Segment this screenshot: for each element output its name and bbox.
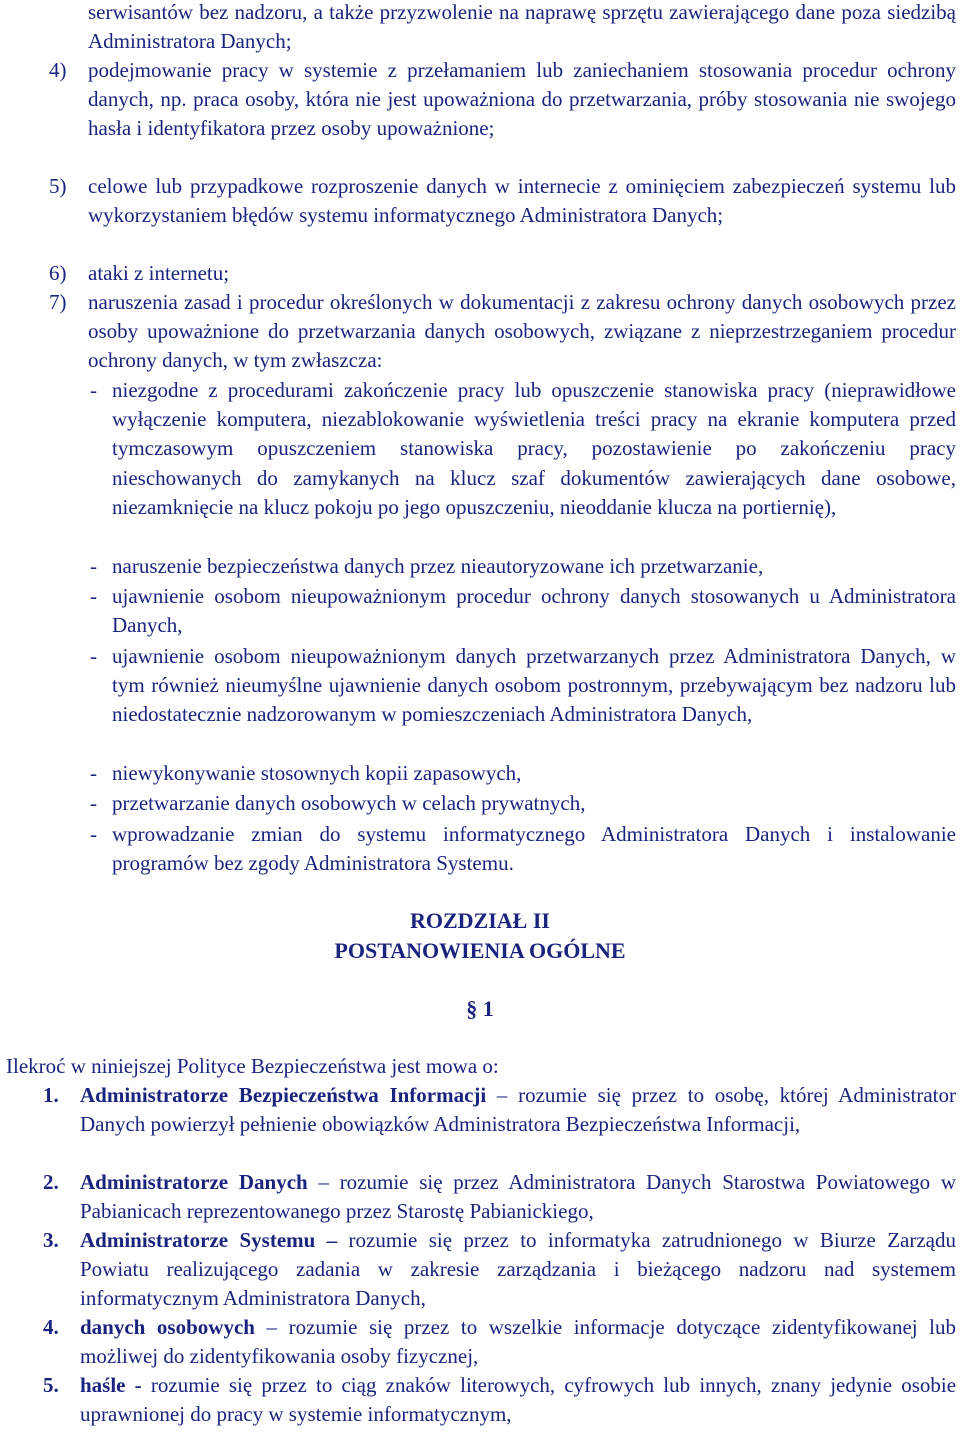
dash-bullet: -: [90, 644, 97, 668]
dash-bullet: -: [90, 554, 97, 578]
continuation-paragraph: serwisantów bez nadzoru, a także przyzwolenie na naprawę sprzętu zawierającego dane poza siedzibą Administratora Danych;: [88, 0, 956, 54]
definition-text: [80, 1168, 956, 1226]
definition-term: haśle -: [80, 1373, 142, 1397]
section-mark: § 1: [466, 996, 494, 1021]
item-number: 4): [49, 58, 67, 82]
definition-text: [80, 1371, 956, 1429]
dash-bullet: -: [90, 761, 97, 785]
item-text: ataki z internetu;: [88, 261, 230, 285]
definition-text: [80, 1081, 956, 1139]
dash-text: ujawnienie osobom nieupoważnionym danych przetwarzanych przez Administratora Danych, w tym również nieumyślne ujawnienie danych osobom postronnym, przebywającym bez nadzoru lub niedostatecznie nadzorowanym w pomieszczeniach Administratora Danych,: [112, 644, 956, 727]
definition-separator: [142, 1373, 151, 1397]
chapter-subtitle: POSTANOWIENIA OGÓLNE: [334, 938, 626, 963]
definition-body: rozumie się przez Administratora Danych Starostwa Powiatowego w Pabianicach reprezentowanego przez Starostę Pabianickiego,: [80, 1170, 956, 1224]
chapter-title: ROZDZIAŁ II: [410, 908, 550, 933]
definition-body: rozumie się przez to osobę, której Administrator Danych powierzył pełnienie obowiązków Administratora Bezpieczeństwa Informacji,: [80, 1083, 956, 1137]
definition-separator: [337, 1228, 348, 1252]
intro-line: Ilekroć w niniejszej Polityce Bezpieczeństwa jest mowa o:: [6, 1054, 499, 1078]
definition-body: rozumie się przez to informatyka zatrudnionego w Biurze Zarządu Powiatu realizującego zadania w zakresie zarządzania i bieżącego nadzoru nad systemem informatycznym Administratora Danych,: [80, 1228, 957, 1311]
definition-separator: –: [486, 1083, 519, 1107]
item-number: 5): [49, 174, 67, 198]
definition-number: 3.: [43, 1228, 59, 1252]
item-number: 7): [49, 290, 67, 314]
definition-number: 4.: [43, 1315, 59, 1339]
definition-number: 5.: [43, 1373, 59, 1397]
dash-text: naruszenie bezpieczeństwa danych przez nieautoryzowane ich przetwarzanie,: [112, 554, 764, 578]
item-text: naruszenia zasad i procedur określonych w dokumentacji z zakresu ochrony danych osobowych przez osoby upoważnione do przetwarzania danych osobowych, związane z nieprzestrzeganiem procedur ochrony danych, w tym zwłaszcza:: [88, 290, 956, 373]
definition-body: rozumie się przez to ciąg znaków literowych, cyfrowych lub innych, znany jedynie osobie uprawnionej do pracy w systemie informatycznym,: [80, 1373, 957, 1427]
definition-term: Administratorze Systemu –: [80, 1228, 338, 1252]
definition-separator: –: [254, 1315, 289, 1339]
dash-text: przetwarzanie danych osobowych w celach prywatnych,: [112, 791, 586, 815]
dash-bullet: -: [90, 378, 97, 402]
dash-text: niezgodne z procedurami zakończenie pracy lub opuszczenie stanowiska pracy (nieprawidłowe wyłączenie komputera, niezablokowanie wyświetlenia treści pracy na ekranie komputera przed tymczasowym opuszczeniem stanowiska pracy, pozostawienie po zakończeniu pracy nieschowanych do zamykanych na klucz szaf dokumentów zawierających dane osobowe, niezamknięcie na klucz pokoju po jego opuszczeniu, nieoddanie klucza na portiernię),: [112, 378, 956, 519]
dash-text: niewykonywanie stosownych kopii zapasowych,: [112, 761, 522, 785]
item-text: celowe lub przypadkowe rozproszenie danych w internecie z ominięciem zabezpieczeń systemu lub wykorzystaniem błędów systemu informatycznego Administratora Danych;: [88, 174, 956, 228]
item-number: 6): [49, 261, 67, 285]
item-text: podejmowanie pracy w systemie z przełamaniem lub zaniechaniem stosowania procedur ochrony danych, np. praca osoby, która nie jest upoważniona do przetwarzania, próby stosowania nie swojego hasła i identyfikatora przez osoby upoważnione;: [88, 58, 956, 141]
definition-term: Administratorze Danych: [80, 1170, 308, 1194]
definition-term: Administratorze Bezpieczeństwa Informacji: [80, 1083, 487, 1107]
definition-term: danych osobowych: [80, 1315, 255, 1339]
dash-text: ujawnienie osobom nieupoważnionym procedur ochrony danych stosowanych u Administratora Danych,: [112, 584, 956, 638]
definition-separator: –: [307, 1170, 340, 1194]
definition-number: 1.: [43, 1083, 59, 1107]
definition-text: [80, 1226, 956, 1314]
dash-bullet: -: [90, 822, 97, 846]
dash-text: wprowadzanie zmian do systemu informatycznego Administratora Danych i instalowanie programów bez zgody Administratora Systemu.: [112, 822, 956, 876]
definition-text: [80, 1313, 956, 1371]
definition-body: rozumie się przez to wszelkie informacje dotyczące zidentyfikowanej lub możliwej do zidentyfikowania osoby fizycznej,: [80, 1315, 957, 1369]
dash-bullet: -: [90, 791, 97, 815]
definition-number: 2.: [43, 1170, 59, 1194]
dash-bullet: -: [90, 584, 97, 608]
